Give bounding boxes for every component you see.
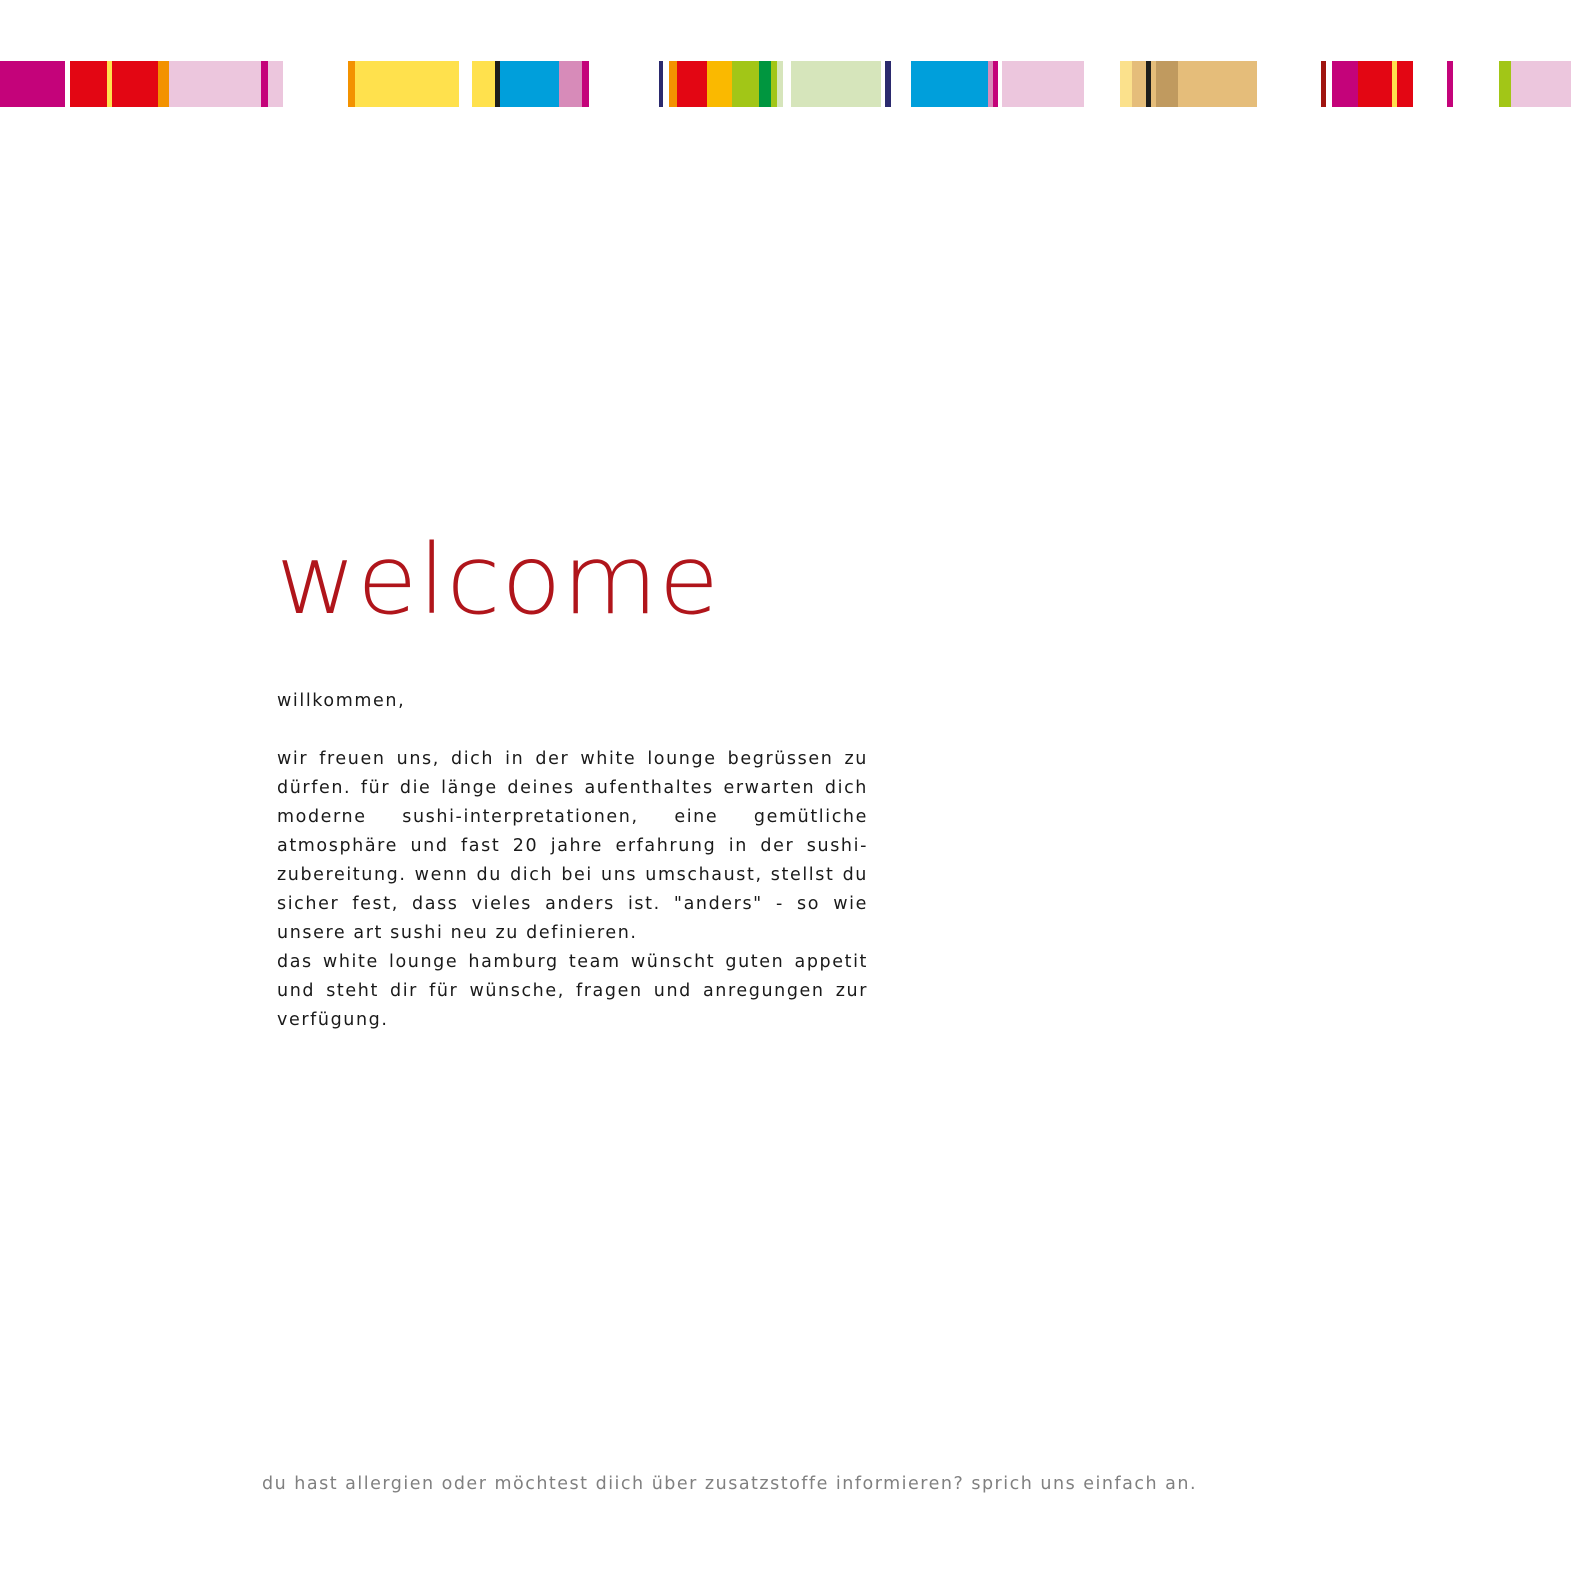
stripe-amber <box>707 61 732 107</box>
intro-paragraph: wir freuen uns, dich in der white lounge begrüssen zu dürfen. für die länge deines aufenthaltes erwarten dich moderne sushi-interpretationen, eine gemütliche atmosphäre und fast 20 jahre erfahrung in der sushi-zubereitung. wenn du dich bei uns umschaust, stellst du sicher fest, dass vieles anders ist. "anders" - so wie unsere art sushi neu zu definieren. <box>277 749 868 943</box>
allergy-note: du hast allergien oder möchtest diich über zusatzstoffe informieren? sprich uns einfach an. <box>262 1474 1198 1494</box>
stripe-pale-green <box>791 61 881 107</box>
stripe-orange <box>669 61 677 107</box>
stripe-orange <box>158 61 169 107</box>
stripe-lime <box>1499 61 1511 107</box>
stripe-yellow <box>355 61 459 107</box>
stripe-sand <box>1132 61 1146 107</box>
stripe-light-pink <box>1511 61 1571 107</box>
page-title: welcome <box>276 524 721 636</box>
stripe-light-pink <box>169 61 261 107</box>
stripe-magenta <box>1447 61 1453 107</box>
stripe-sand <box>1178 61 1257 107</box>
stripe-red <box>1397 61 1413 107</box>
stripe-tan <box>1156 61 1178 107</box>
stripe-lime <box>732 61 759 107</box>
stripe-magenta <box>1332 61 1358 107</box>
stripe-pale-green <box>777 61 783 107</box>
color-stripe-band <box>0 61 1571 107</box>
stripe-light-pink <box>1002 61 1084 107</box>
stripe-dark-red <box>1321 61 1326 107</box>
stripe-red <box>677 61 707 107</box>
stripe-dusty-pink <box>559 61 582 107</box>
stripe-light-pink <box>268 61 283 107</box>
stripe-red <box>112 61 158 107</box>
stripe-magenta <box>993 61 998 107</box>
stripe-pale-yellow <box>1120 61 1132 107</box>
welcome-text <box>277 687 868 1035</box>
stripe-orange <box>348 61 355 107</box>
stripe-navy <box>885 61 891 107</box>
stripe-red <box>70 61 107 107</box>
greeting-text: willkommen, <box>277 691 406 711</box>
stripe-navy <box>659 61 663 107</box>
stripe-cyan <box>500 61 559 107</box>
stripe-cyan <box>911 61 988 107</box>
stripe-magenta <box>261 61 268 107</box>
stripe-magenta <box>582 61 589 107</box>
stripe-magenta <box>0 61 65 107</box>
stripe-red <box>1358 61 1392 107</box>
stripe-yellow <box>472 61 495 107</box>
stripe-green <box>759 61 771 107</box>
team-paragraph: das white lounge hamburg team wünscht guten appetit und steht dir für wünsche, fragen und anregungen zur verfügung. <box>277 952 868 1030</box>
